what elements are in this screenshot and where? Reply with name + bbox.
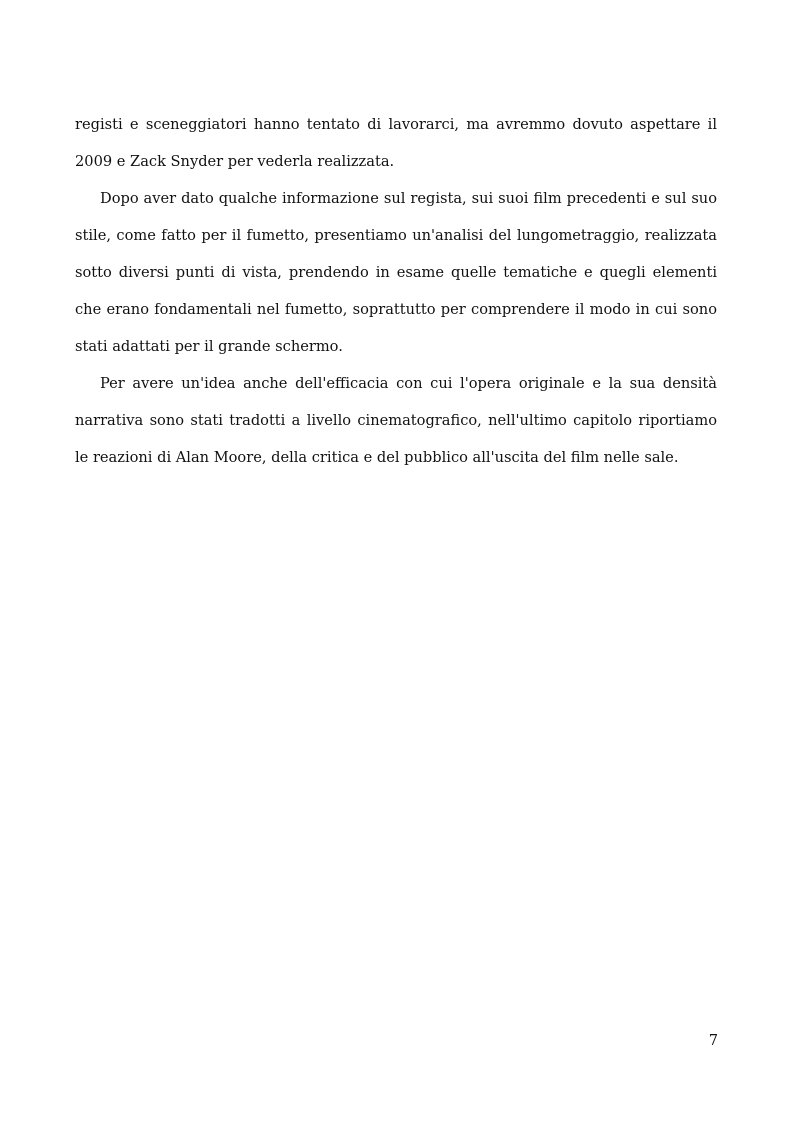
- paragraph-director-analysis: Dopo aver dato qualche informazione sul regista, sui suoi film precedenti e sul suo stile, come fatto per il fumetto, presentiamo un'analisi del lungometraggio, realizzata sotto diversi punti di vista, prendendo in esame quelle tematiche e quegli elementi che erano fondamentali nel fumetto, soprattutto per comprendere il modo in cui sono stati adattati per il grande schermo.: [75, 190, 717, 355]
- paragraph-reactions: Per avere un'idea anche dell'efficacia con cui l'opera originale e la sua densità narrativa sono stati tradotti a livello cinematografico, nell'ultimo capitolo riportiamo le reazioni di Alan Moore, della critica e del pubblico all'uscita del film nelle sale.: [75, 375, 717, 466]
- paragraph-continuation: registi e sceneggiatori hanno tentato di lavorarci, ma avremmo dovuto aspettare il 2009 e Zack Snyder per vederla realizzata.: [75, 116, 717, 170]
- body-text: [75, 106, 717, 476]
- page-number: 7: [708, 1032, 718, 1049]
